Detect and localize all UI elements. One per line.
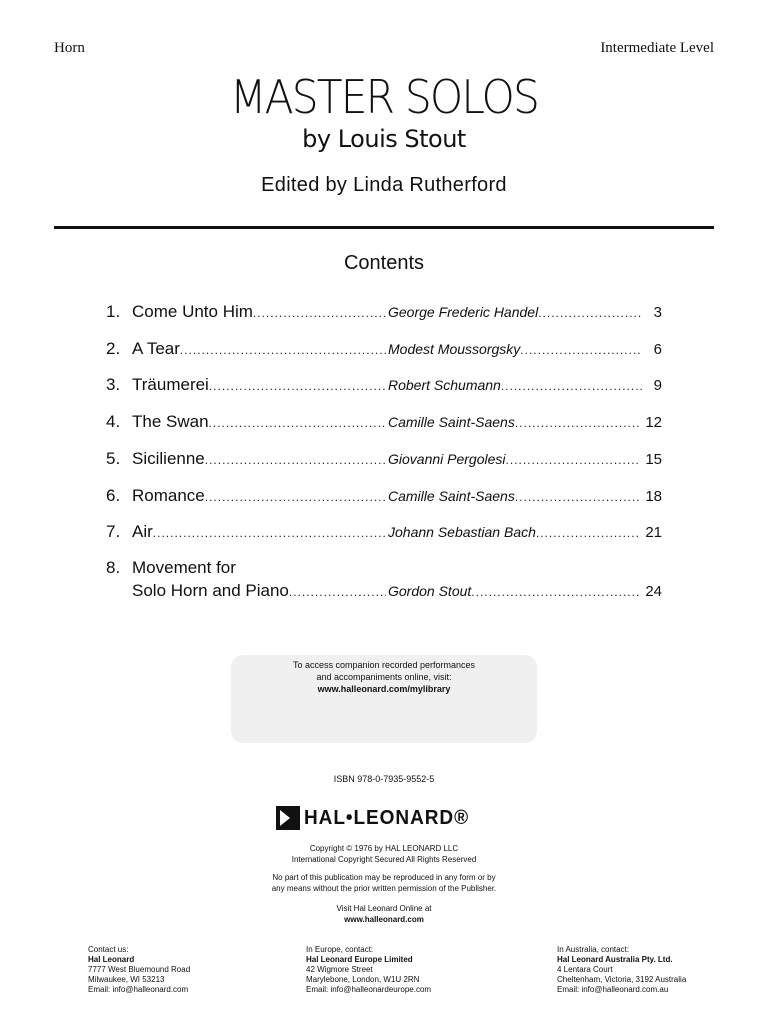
toc-row [106,581,662,605]
contact-address1: 4 Lentara Court [557,965,613,974]
toc-composer: Gordon Stout [388,583,472,599]
toc-leader [153,526,386,540]
contact-address2: Cheltenham, Victoria, 3192 Australia [557,975,687,984]
toc-number: 7. [106,522,121,541]
access-text-line2: and accompaniments online, visit: [316,672,452,682]
toc-composer: George Frederic Handel [388,304,539,320]
contact-label: In Australia, contact: [557,945,630,954]
toc-number: 4. [106,412,121,431]
toc-title: Romance [132,486,205,505]
contact-europe [306,945,431,995]
toc-title: Come Unto Him [132,302,253,321]
toc-leader [289,585,386,599]
mylibrary-link[interactable]: www.halleonard.com/mylibrary [317,684,451,694]
toc-composer: Camille Saint-Saens [388,414,515,430]
toc-leader [205,453,386,467]
contact-name: Hal Leonard Australia Pty. Ltd. [557,955,673,964]
toc-row [106,522,662,546]
companion-access-box [231,655,537,743]
toc-leader [205,490,386,504]
hal-leonard-logo-icon [276,806,300,830]
toc-title: Sicilienne [132,449,205,468]
editor-line: Edited by Linda Rutherford [261,174,507,196]
visit-online [0,903,768,925]
contents-heading: Contents [343,252,425,274]
toc-composer: Robert Schumann [388,377,501,393]
toc-page: 15 [645,451,662,468]
toc-number: 2. [106,339,121,358]
toc-row [106,339,662,363]
contact-email: Email: info@halleonard.com [88,985,189,994]
contact-address2: Milwaukee, WI 53213 [88,975,165,984]
toc-number: 8. [106,558,121,577]
toc-row [106,302,662,326]
toc-leader [180,343,386,357]
toc-composer: Camille Saint-Saens [388,488,515,504]
toc-row [106,558,662,582]
access-text-line1: To access companion recorded performances [292,660,476,670]
toc-row [106,449,662,473]
toc-title: Movement for [132,558,236,577]
toc-composer: Modest Moussorgsky [388,341,521,357]
toc-number: 6. [106,486,121,505]
toc-page: 3 [653,304,662,321]
toc-title: Träumerei [132,375,209,394]
contact-name: Hal Leonard [88,955,135,964]
publisher-wordmark: HAL•LEONARD® [304,806,470,829]
author-line: by Louis Stout [302,125,466,153]
header-rule [54,226,714,229]
toc-leader [536,526,641,540]
toc-leader [520,343,642,357]
contact-us [88,945,190,995]
toc-leader [538,306,642,320]
copyright-line1: Copyright © 1976 by HAL LEONARD LLC [309,844,459,853]
visit-line1: Visit Hal Leonard Online at [336,904,432,913]
contact-label: Contact us: [88,945,129,954]
contact-email: Email: info@halleonardeurope.com [306,985,432,994]
instrument-label: Horn [54,40,85,56]
toc-leader [515,416,641,430]
toc-page: 24 [645,583,662,600]
toc-leader [506,453,642,467]
publisher-logo [276,806,478,830]
contact-email: Email: info@halleonard.com.au [557,985,669,994]
contact-name: Hal Leonard Europe Limited [306,955,413,964]
notice-line2: any means without the prior written permission of the Publisher. [271,884,497,893]
notice-line1: No part of this publication may be reproduced in any form or by [272,873,496,882]
contact-address2: Marylebone, London, W1U 2RN [306,975,420,984]
level-label: Intermediate Level [600,40,714,56]
toc-leader [209,416,386,430]
toc-row [106,412,662,436]
toc-leader [209,379,386,393]
isbn: ISBN 978-0-7935-9552-5 [333,774,435,784]
toc-leader [253,306,386,320]
contact-address1: 42 Wigmore Street [306,965,373,974]
toc-number: 5. [106,449,121,468]
contact-australia [557,945,686,995]
toc-title-continued: Solo Horn and Piano [132,581,289,600]
toc-leader [515,490,641,504]
toc-number: 1. [106,302,121,321]
toc-title: The Swan [132,412,209,431]
copyright-line2: International Copyright Secured All Rights Reserved [291,855,477,864]
toc-page: 12 [645,414,662,431]
toc-row [106,486,662,510]
toc-leader [501,379,642,393]
toc-number: 3. [106,375,121,394]
toc-title: A Tear [132,339,180,358]
book-title: MASTER SOLOS [229,70,539,124]
toc-title: Air [132,522,153,541]
copyright-block [0,843,768,865]
toc-page: 18 [645,488,662,505]
reproduction-notice [0,872,768,894]
toc-row [106,375,662,399]
toc-composer: Giovanni Pergolesi [388,451,506,467]
contact-label: In Europe, contact: [306,945,374,954]
toc-page: 6 [653,341,662,358]
toc-leader [471,585,641,599]
halleonard-link[interactable]: www.halleonard.com [344,915,424,924]
contact-address1: 7777 West Bluemound Road [88,965,191,974]
toc-page: 21 [645,524,662,541]
toc-page: 9 [653,377,662,394]
toc-composer: Johann Sebastian Bach [388,524,536,540]
